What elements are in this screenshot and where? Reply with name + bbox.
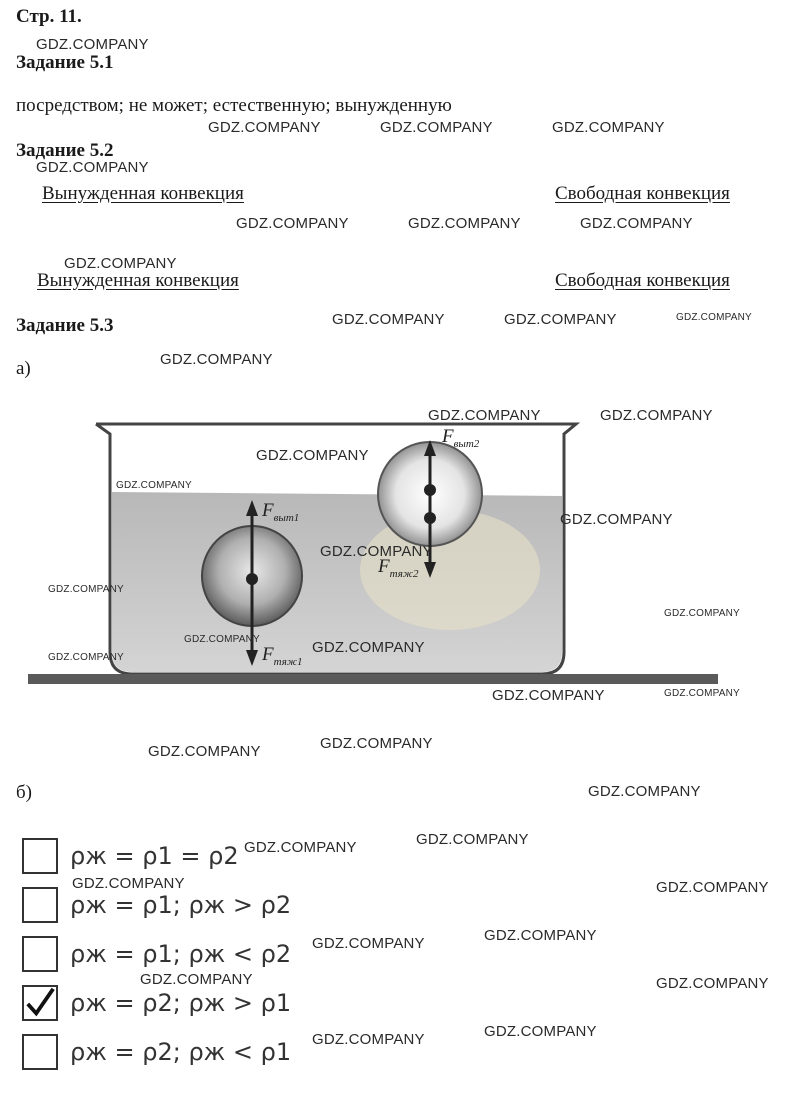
answer-forced-convection-1: Вынужденная конвекция (42, 183, 244, 204)
watermark: GDZ.COMPANY (664, 688, 740, 699)
force-gravity-1-label: F (262, 644, 274, 665)
watermark: GDZ.COMPANY (380, 119, 493, 136)
option-3-formula: ρж = ρ1; ρж < ρ2 (70, 940, 292, 968)
watermark: GDZ.COMPANY (332, 311, 445, 328)
watermark: GDZ.COMPANY (408, 215, 521, 232)
checkbox-option-4[interactable] (22, 985, 58, 1021)
watermark: GDZ.COMPANY (320, 543, 433, 560)
answer-free-convection-2: Свободная конвекция (555, 270, 730, 291)
page-label: Стр. 11. (16, 6, 82, 27)
watermark: GDZ.COMPANY (312, 639, 425, 656)
watermark: GDZ.COMPANY (492, 687, 605, 704)
watermark: GDZ.COMPANY (244, 839, 357, 856)
part-b-label: б) (16, 782, 32, 803)
option-5[interactable] (22, 1030, 291, 1074)
checkbox-option-1[interactable] (22, 838, 58, 874)
force-gravity-2-label: F (378, 556, 390, 577)
watermark: GDZ.COMPANY (256, 447, 369, 464)
checkmark-icon (24, 986, 56, 1020)
watermark: GDZ.COMPANY (116, 480, 192, 491)
answer-free-convection-1: Свободная конвекция (555, 183, 730, 204)
table-surface (28, 674, 718, 684)
option-4-formula: ρж = ρ2; ρж > ρ1 (70, 989, 292, 1017)
answer-forced-convection-2: Вынужденная конвекция (37, 270, 239, 291)
watermark: GDZ.COMPANY (36, 159, 149, 176)
checkbox-option-2[interactable] (22, 887, 58, 923)
watermark: GDZ.COMPANY (312, 935, 425, 952)
watermark: GDZ.COMPANY (504, 311, 617, 328)
watermark: GDZ.COMPANY (208, 119, 321, 136)
watermark: GDZ.COMPANY (48, 652, 124, 663)
watermark: GDZ.COMPANY (140, 971, 253, 988)
option-1[interactable] (22, 834, 239, 878)
task-5-1-title: Задание 5.1 (16, 52, 114, 73)
watermark: GDZ.COMPANY (236, 215, 349, 232)
watermark: GDZ.COMPANY (552, 119, 665, 136)
part-a-label: а) (16, 358, 31, 379)
option-2-formula: ρж = ρ1; ρж > ρ2 (70, 891, 292, 919)
watermark: GDZ.COMPANY (580, 215, 693, 232)
force-buoyancy-1-sub: выт1 (273, 512, 300, 524)
watermark: GDZ.COMPANY (560, 511, 673, 528)
watermark: GDZ.COMPANY (64, 255, 177, 272)
watermark: GDZ.COMPANY (160, 351, 273, 368)
watermark: GDZ.COMPANY (48, 584, 124, 595)
task-5-3-title: Задание 5.3 (16, 315, 114, 336)
watermark: GDZ.COMPANY (656, 879, 769, 896)
svg-text:Fвыт2 (441, 426, 480, 450)
option-5-formula: ρж = ρ2; ρж < ρ1 (70, 1038, 292, 1066)
task-5-2-title: Задание 5.2 (16, 140, 114, 161)
force-buoyancy-2-sub: выт2 (453, 438, 480, 450)
option-1-formula: ρж = ρ1 = ρ2 (70, 842, 239, 870)
checkbox-option-5[interactable] (22, 1034, 58, 1070)
force-buoyancy-2-label: F (442, 426, 454, 447)
task-5-1-answer: посредством; не может; естественную; вынужденную (16, 95, 452, 116)
force-buoyancy-1-label: F (262, 500, 274, 521)
watermark: GDZ.COMPANY (676, 312, 752, 323)
watermark: GDZ.COMPANY (148, 743, 261, 760)
watermark: GDZ.COMPANY (664, 608, 740, 619)
force-gravity-1-sub: тяж1 (273, 656, 303, 668)
watermark: GDZ.COMPANY (428, 407, 541, 424)
watermark: GDZ.COMPANY (312, 1031, 425, 1048)
watermark: GDZ.COMPANY (416, 831, 529, 848)
option-3[interactable] (22, 932, 291, 976)
force-gravity-2-sub: тяж2 (389, 568, 419, 580)
watermark: GDZ.COMPANY (184, 634, 260, 645)
watermark: GDZ.COMPANY (484, 927, 597, 944)
checkbox-option-3[interactable] (22, 936, 58, 972)
watermark: GDZ.COMPANY (484, 1023, 597, 1040)
watermark: GDZ.COMPANY (600, 407, 713, 424)
watermark: GDZ.COMPANY (588, 783, 701, 800)
watermark: GDZ.COMPANY (72, 875, 185, 892)
watermark: GDZ.COMPANY (656, 975, 769, 992)
watermark: GDZ.COMPANY (320, 735, 433, 752)
watermark: GDZ.COMPANY (36, 36, 149, 53)
